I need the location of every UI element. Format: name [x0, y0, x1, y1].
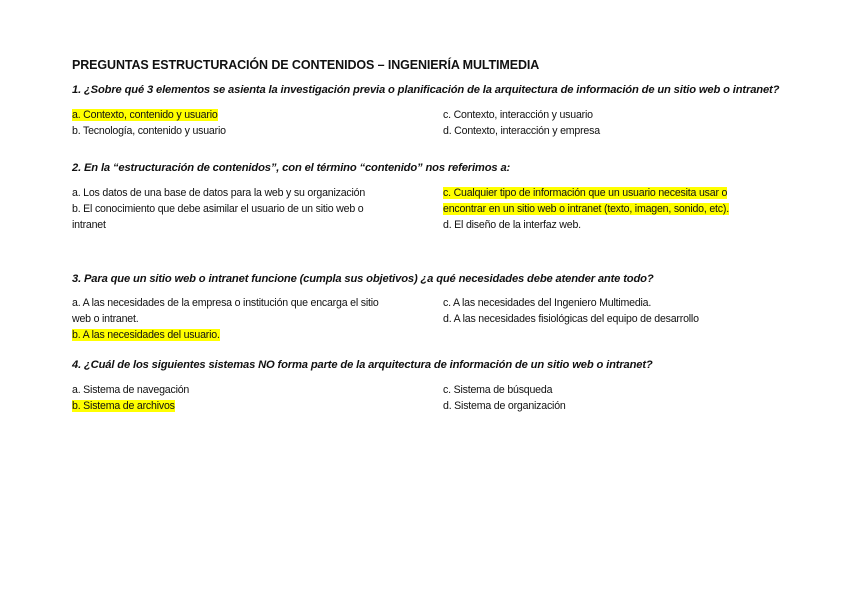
question-2-option-a: a. Los datos de una base de datos para la web y su organización — [72, 187, 366, 199]
question-2-text: 2. En la “estructuración de contenidos”, con el término “contenido” nos referimos a: — [72, 162, 511, 174]
question-2-option-b-line2: intranet — [72, 219, 106, 231]
highlighted-answer: encontrar en un sitio web o intranet (texto, imagen, sonido, etc). — [443, 203, 729, 215]
question-1-option-a — [72, 107, 417, 124]
question-3-option-c: c. A las necesidades del Ingeniero Multimedia. — [443, 297, 652, 309]
question-1-option-c: c. Contexto, interacción y usuario — [443, 109, 593, 121]
question-4-option-c: c. Sistema de búsqueda — [443, 384, 553, 396]
highlighted-answer: c. Cualquier tipo de información que un usuario necesita usar o — [443, 187, 728, 199]
question-3-option-b — [72, 327, 417, 344]
question-2-option-c-line1 — [443, 185, 773, 202]
highlighted-answer: b. A las necesidades del usuario. — [72, 329, 220, 341]
question-1-text: 1. ¿Sobre qué 3 elementos se asienta la investigación previa o planificación de la arquitectura de información de un sitio web o intranet? — [72, 84, 780, 96]
question-1-option-d: d. Contexto, interacción y empresa — [443, 125, 600, 137]
question-2-option-c-line2 — [443, 201, 773, 218]
document-title: PREGUNTAS ESTRUCTURACIÓN DE CONTENIDOS – INGENIERÍA MULTIMEDIA — [72, 58, 540, 72]
question-3-option-a-line2: web o intranet. — [72, 313, 139, 325]
question-4-option-a: a. Sistema de navegación — [72, 384, 190, 396]
question-4-text: 4. ¿Cuál de los siguientes sistemas NO forma parte de la arquitectura de información de un sitio web o intranet? — [72, 359, 653, 371]
question-3-text: 3. Para que un sitio web o intranet funcione (cumpla sus objetivos) ¿a qué necesidades debe atender ante todo? — [72, 273, 654, 285]
question-3-option-d: d. A las necesidades fisiológicas del equipo de desarrollo — [443, 313, 699, 325]
question-2-option-b-line1: b. El conocimiento que debe asimilar el usuario de un sitio web o — [72, 203, 364, 215]
highlighted-answer: b. Sistema de archivos — [72, 400, 175, 412]
question-4-option-d: d. Sistema de organización — [443, 400, 566, 412]
question-1-option-b: b. Tecnología, contenido y usuario — [72, 125, 226, 137]
question-2-option-d: d. El diseño de la interfaz web. — [443, 219, 581, 231]
question-4-option-b — [72, 398, 417, 415]
question-3-option-a-line1: a. A las necesidades de la empresa o institución que encarga el sitio — [72, 297, 379, 309]
highlighted-answer: a. Contexto, contenido y usuario — [72, 109, 218, 121]
